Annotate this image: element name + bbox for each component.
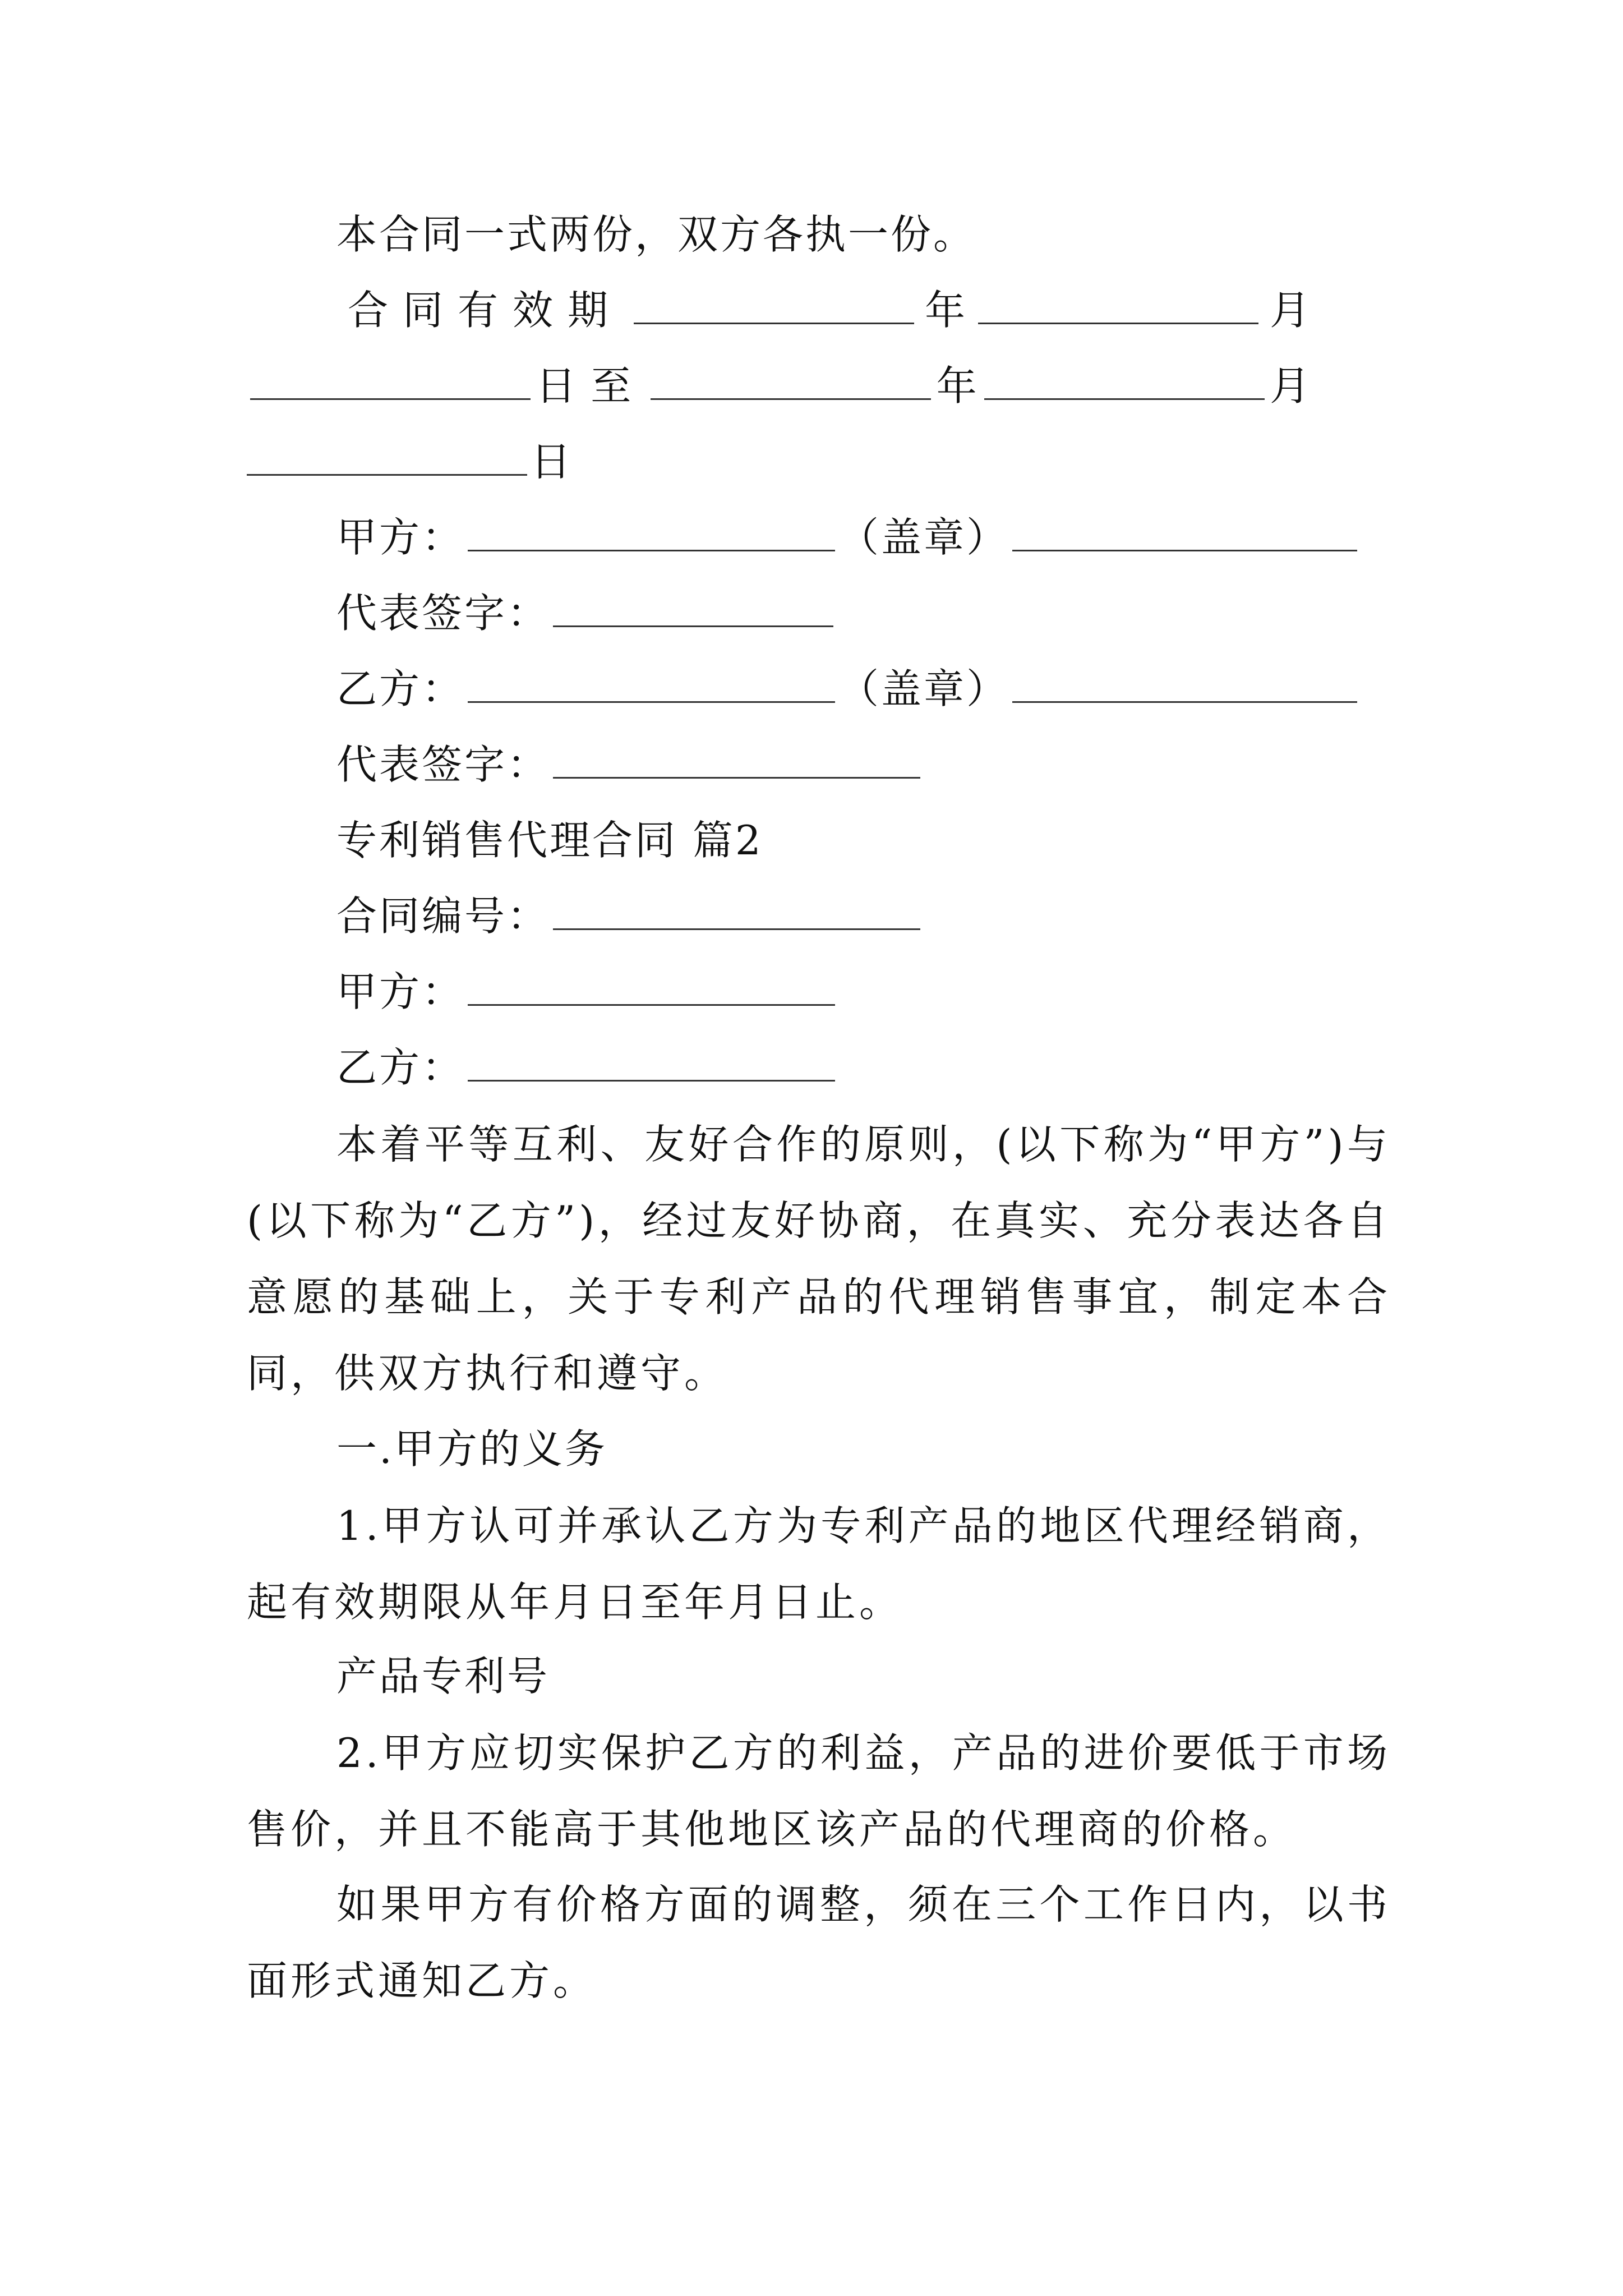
month-label: 月 — [1269, 287, 1312, 334]
clause-2: 2.甲方应切实保护乙方的利益，产品的进价要低于市场售价，并且不能高于其他地区该产品的代理商的价格。 — [247, 1729, 1391, 1853]
section-title: 专利销售代理合同 篇2 — [336, 817, 763, 864]
party-a-line-2 — [336, 965, 1492, 1019]
seal-label: （盖章） — [838, 514, 1009, 561]
party-a-seal-blank[interactable] — [1012, 515, 1357, 551]
start-year-blank[interactable] — [634, 288, 914, 324]
party-b-name-blank[interactable] — [468, 666, 835, 703]
party-b-line — [336, 662, 1492, 716]
price-adjustment-clause: 如果甲方有价格方面的调整，须在三个工作日内，以书面形式通知乙方。 — [247, 1881, 1391, 2004]
party-a-line — [336, 510, 1492, 564]
party-a-rep-blank[interactable] — [553, 591, 833, 627]
party-b-rep-line — [336, 738, 1492, 792]
party-a-name-blank[interactable] — [468, 515, 835, 551]
validity-label: 合同有效期 — [348, 287, 623, 334]
validity-line-3 — [247, 435, 1402, 489]
party-b-line-2 — [336, 1041, 1492, 1094]
validity-line-1 — [348, 283, 1312, 337]
year-label: 年 — [936, 362, 979, 409]
heading-party-a-obligations: 一.甲方的义务 — [336, 1425, 607, 1473]
party-a-label-2: 甲方： — [336, 968, 465, 1015]
party-b-rep-blank[interactable] — [553, 742, 920, 779]
party-a-rep-line — [336, 586, 1492, 640]
year-label: 年 — [924, 287, 967, 334]
end-month-blank[interactable] — [984, 364, 1265, 400]
seal-label: （盖章） — [838, 665, 1009, 712]
rep-sign-label: 代表签字： — [336, 741, 550, 788]
contract-no-line — [336, 889, 1492, 943]
start-day-blank[interactable] — [250, 364, 531, 400]
party-b-label-2: 乙方： — [336, 1044, 465, 1091]
contract-no-blank[interactable] — [553, 894, 920, 930]
end-day-blank[interactable] — [247, 439, 527, 476]
contract-no-label: 合同编号： — [336, 892, 550, 940]
party-b-label: 乙方： — [336, 665, 465, 712]
validity-line-2 — [247, 359, 1312, 413]
party-b-seal-blank[interactable] — [1012, 666, 1357, 703]
day-label: 日 — [531, 438, 574, 485]
party-a-blank-2[interactable] — [468, 969, 835, 1006]
month-label: 月 — [1269, 362, 1312, 409]
end-year-blank[interactable] — [651, 364, 931, 400]
day-to-label: 日至 — [536, 362, 646, 409]
start-month-blank[interactable] — [978, 288, 1258, 324]
party-a-label: 甲方： — [336, 514, 465, 561]
clause-1: 1.甲方认可并承认乙方为专利产品的地区代理经销商，起有效期限从年月日至年月日止。 — [247, 1502, 1391, 1626]
party-b-blank-2[interactable] — [468, 1045, 835, 1082]
copies-clause: 本合同一式两份，双方各执一份。 — [336, 211, 976, 258]
rep-sign-label: 代表签字： — [336, 590, 550, 637]
patent-number-label: 产品专利号 — [336, 1653, 550, 1700]
intro-paragraph: 本着平等互利、友好合作的原则，(以下称为“甲方”)与(以下称为“乙方”)，经过友好协商，在真实、充分表达各自意愿的基础上，关于专利产品的代理销售事宜，制定本合同，供双方执行和遵守。 — [247, 1121, 1391, 1397]
